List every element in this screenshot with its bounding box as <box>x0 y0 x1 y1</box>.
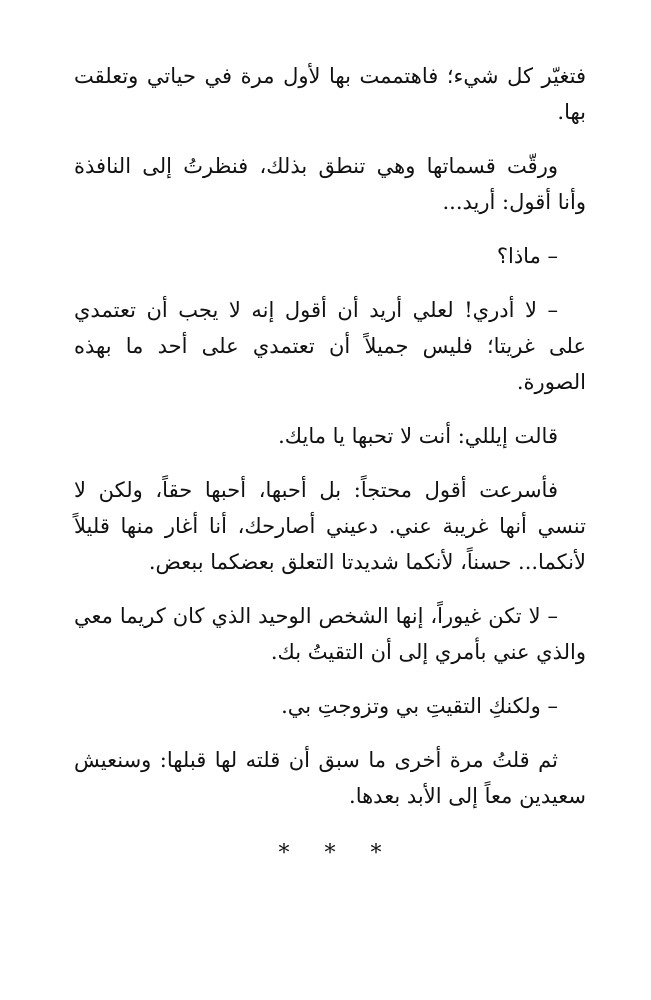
paragraph-1: فتغيّر كل شيء؛ فاهتممت بها لأول مرة في حياتي وتعلقت بها. <box>74 64 586 124</box>
paragraph-2: ورقّت قسماتها وهي تنطق بذلك، فنظرتُ إلى النافذة وأنا أقول: أريد... <box>74 154 586 214</box>
paragraph-4: – لا أدري! لعلي أريد أن أقول إنه لا يجب أن تعتمدي على غريتا؛ فليس جميلاً أن تعتمدي على أحد ما بهذه الصورة. <box>74 298 586 394</box>
page-text <box>74 58 586 872</box>
section-separator: * * * <box>278 841 396 866</box>
paragraph-7: – لا تكن غيوراً، إنها الشخص الوحيد الذي كان كريما معي والذي عني بأمري إلى أن التقيتُ بك. <box>74 604 586 664</box>
paragraph-9: ثم قلتُ مرة أخرى ما سبق أن قلته لها قبلها: وسنعيش سعيدين معاً إلى الأبد بعدها. <box>74 748 586 808</box>
paragraph-3: – ماذا؟ <box>496 244 558 268</box>
paragraph-6: فأسرعت أقول محتجاً: بل أحبها، أحبها حقاً، ولكن لا تنسي أنها غريبة عني. دعيني أصارحك، أنا أغار منها قليلاً لأنكما... حسناً، لأنكما شديدتا التعلق بعضكما ببعض. <box>74 478 586 574</box>
paragraph-8: – ولكنكِ التقيتِ بي وتزوجتِ بي. <box>281 694 558 718</box>
paragraph-5: قالت إيللي: أنت لا تحبها يا مايك. <box>278 424 558 448</box>
